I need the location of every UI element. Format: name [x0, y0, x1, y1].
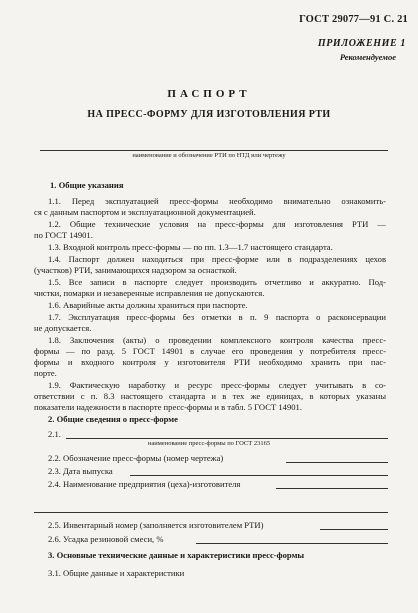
appendix-label: ПРИЛОЖЕНИЕ 1 — [317, 38, 406, 49]
paragraph-1-9-line-3: показатели надежности в паспорте пресс-формы и в табл. 5 ГОСТ 14901. — [34, 402, 302, 412]
product-name-line — [40, 150, 388, 151]
recommended-label: Рекомендуемое — [339, 52, 396, 62]
paragraph-1-8-row-3 — [34, 357, 386, 368]
paragraph-1-8-row-2 — [34, 346, 386, 357]
paragraph-1-8-line-4: порте. — [34, 368, 57, 378]
paragraph-1-2 — [34, 219, 386, 230]
field-2-4-label: 2.4. Наименование предприятия (цеха)-изготовителя — [48, 479, 241, 489]
field-2-1-label: 2.1. — [48, 429, 61, 439]
paragraph-1-6: 1.6. Аварийные акты должны храниться при паспорте. — [48, 300, 248, 310]
paragraph-1-2-line-1: 1.2. Общие технические условия на пресс-формы для изготовления РТИ — — [48, 219, 386, 229]
field-2-6-label: 2.6. Усадка резиновой смеси, % — [48, 534, 164, 544]
paragraph-1-5-line-2: чистки, помарки и незаверенные исправления не допускаются. — [34, 288, 265, 298]
section-1-heading: 1. Общие указания — [50, 180, 124, 190]
field-3-1-label: 3.1. Общие данные и характеристики — [48, 568, 185, 578]
section-2-heading: 2. Общие сведения о пресс-форме — [48, 414, 178, 424]
field-2-5-line[interactable] — [320, 529, 388, 530]
paragraph-1-7-line-2: не допускается. — [34, 323, 92, 333]
paragraph-1-1-line-2: ся с данным паспортом и эксплуатационной документацией. — [34, 207, 256, 217]
paragraph-1-3: 1.3. Входной контроль пресс-формы — по пп. 1.3—1.7 настоящего стандарта. — [48, 242, 333, 252]
section-3-heading: 3. Основные технические данные и характеристики пресс-формы — [48, 550, 305, 560]
paragraph-1-7-line-1: 1.7. Эксплуатация пресс-формы без отметки в п. 9 паспорта о расконсервации — [48, 312, 386, 322]
field-2-2-label: 2.2. Обозначение пресс-формы (номер чертежа) — [48, 453, 224, 463]
document-title: ПАСПОРТ — [167, 88, 251, 100]
paragraph-1-9-row-2 — [34, 391, 386, 402]
field-2-3-label: 2.3. Дата выпуска — [48, 466, 113, 476]
product-name-caption: наименование и обозначение РТИ по НТД или чертежу — [132, 152, 286, 159]
field-2-3-line[interactable] — [130, 475, 388, 476]
paragraph-1-8-line-3: формы и входного контроля у изготовителя РТИ необходимо хранить при пас- — [34, 357, 386, 367]
field-2-1-caption: наименование пресс-формы по ГОСТ 23165 — [147, 440, 271, 447]
paragraph-1-4-line-1: 1.4. Паспорт должен находиться при пресс-форме или в подразделениях цехов — [48, 254, 386, 264]
field-2-6-line[interactable] — [196, 543, 388, 544]
page-header: ГОСТ 29077—91 С. 21 — [299, 14, 408, 25]
field-2-4-extra-line[interactable] — [34, 512, 388, 513]
paragraph-1-8-line-1: 1.8. Заключения (акты) о проведении комплексного контроля качества пресс- — [48, 335, 386, 345]
paragraph-1-1 — [34, 196, 386, 207]
paragraph-1-4 — [34, 254, 386, 265]
paragraph-1-1-line-1: 1.1. Перед эксплуатацией пресс-формы необходимо внимательно ознакомить- — [48, 196, 386, 206]
paragraph-1-2-line-2: по ГОСТ 14901. — [34, 230, 93, 240]
field-2-2-line[interactable] — [286, 462, 388, 463]
field-2-5-label: 2.5. Инвентарный номер (заполняется изготовителем РТИ) — [48, 520, 264, 530]
field-2-4-line[interactable] — [276, 488, 388, 489]
field-2-1-line[interactable] — [66, 438, 388, 439]
paragraph-1-7 — [34, 312, 386, 323]
paragraph-1-5 — [34, 277, 386, 288]
paragraph-1-9-line-1: 1.9. Фактическую наработку и ресурс пресс-формы следует учитывать в со- — [48, 380, 386, 390]
paragraph-1-4-line-2: (участков) РТИ, занимающихся надзором за оснасткой. — [34, 265, 237, 275]
paragraph-1-8 — [34, 335, 386, 346]
paragraph-1-5-line-1: 1.5. Все записи в паспорте следует производить отчетливо и аккуратно. Под- — [48, 277, 386, 287]
paragraph-1-8-line-2: формы — по разд. 5 ГОСТ 14901 в случае его проведения у потребителя пресс- — [34, 346, 386, 356]
paragraph-1-9 — [34, 380, 386, 391]
document-subtitle: НА ПРЕСС-ФОРМУ ДЛЯ ИЗГОТОВЛЕНИЯ РТИ — [87, 109, 331, 120]
paragraph-1-9-line-2: ответствии с п. 8.3 настоящего стандарта и в тех же единицах, в которых указаны — [34, 391, 386, 401]
